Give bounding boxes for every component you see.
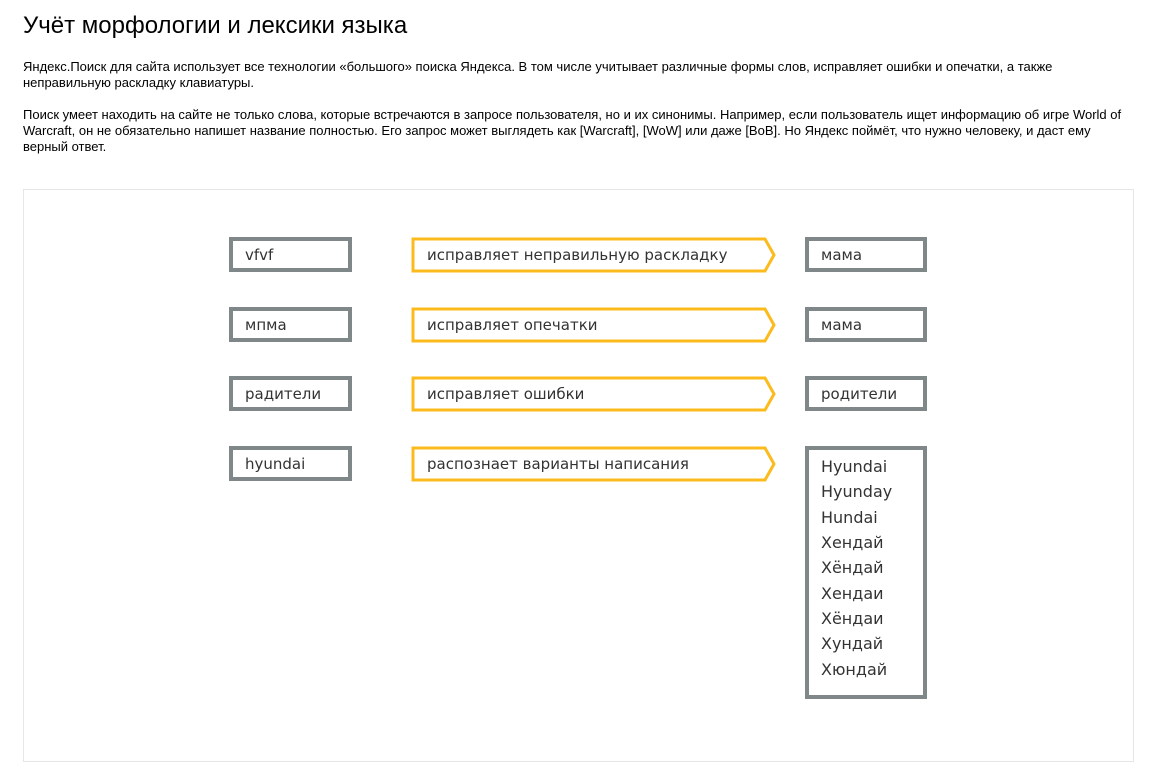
result-variant: Хендай	[821, 533, 884, 552]
action-text: исправляет ошибки	[427, 385, 585, 403]
query-text: hyundai	[245, 455, 306, 473]
synonyms-paragraph: Поиск умеет находить на сайте не только слова, которые встречаются в запросе пользователя, но и их синонимы. Например, если пользователь ищет информацию об игре World of Warcraft, он не обязательно напишет название полностью. Его запрос может выглядеть как [Warcraft], [WoW] или даже [ВоВ]. Но Яндекс поймёт, что нужно человеку, и даст ему верный ответ.	[23, 107, 1122, 154]
intro-paragraph: Яндекс.Поиск для сайта использует все технологии «большого» поиска Яндекса. В том числе учитывает различные формы слов, исправляет ошибки и опечатки, а также неправильную раскладку клавиатуры.	[23, 59, 1053, 90]
query-text: мпма	[245, 316, 287, 334]
result-variant: Hyunday	[821, 482, 893, 501]
diagram-canvas	[24, 190, 1135, 763]
page-title: Учёт морфологии и лексики языка	[23, 12, 408, 39]
result-variant: Хендаи	[821, 584, 884, 603]
action-text: исправляет опечатки	[427, 316, 598, 334]
result-variant: Хёндаи	[821, 609, 884, 628]
diagram-row	[231, 239, 925, 271]
morphology-diagram	[23, 189, 1134, 762]
diagram-row	[231, 378, 925, 410]
result-variant: Хёндай	[821, 558, 884, 577]
result-text: мама	[821, 316, 863, 334]
result-text: мама	[821, 246, 863, 264]
query-text: vfvf	[245, 246, 274, 264]
result-variant: Hyundai	[821, 457, 888, 476]
diagram-row	[231, 309, 925, 341]
action-text: распознает варианты написания	[427, 455, 689, 473]
query-text: радители	[245, 385, 322, 403]
result-variant: Hundai	[821, 508, 878, 527]
result-text: родители	[821, 385, 898, 403]
diagram-row	[231, 448, 925, 697]
result-variant: Хундай	[821, 634, 884, 653]
action-text: исправляет неправильную раскладку	[427, 246, 728, 264]
result-variant: Хюндай	[821, 660, 888, 679]
